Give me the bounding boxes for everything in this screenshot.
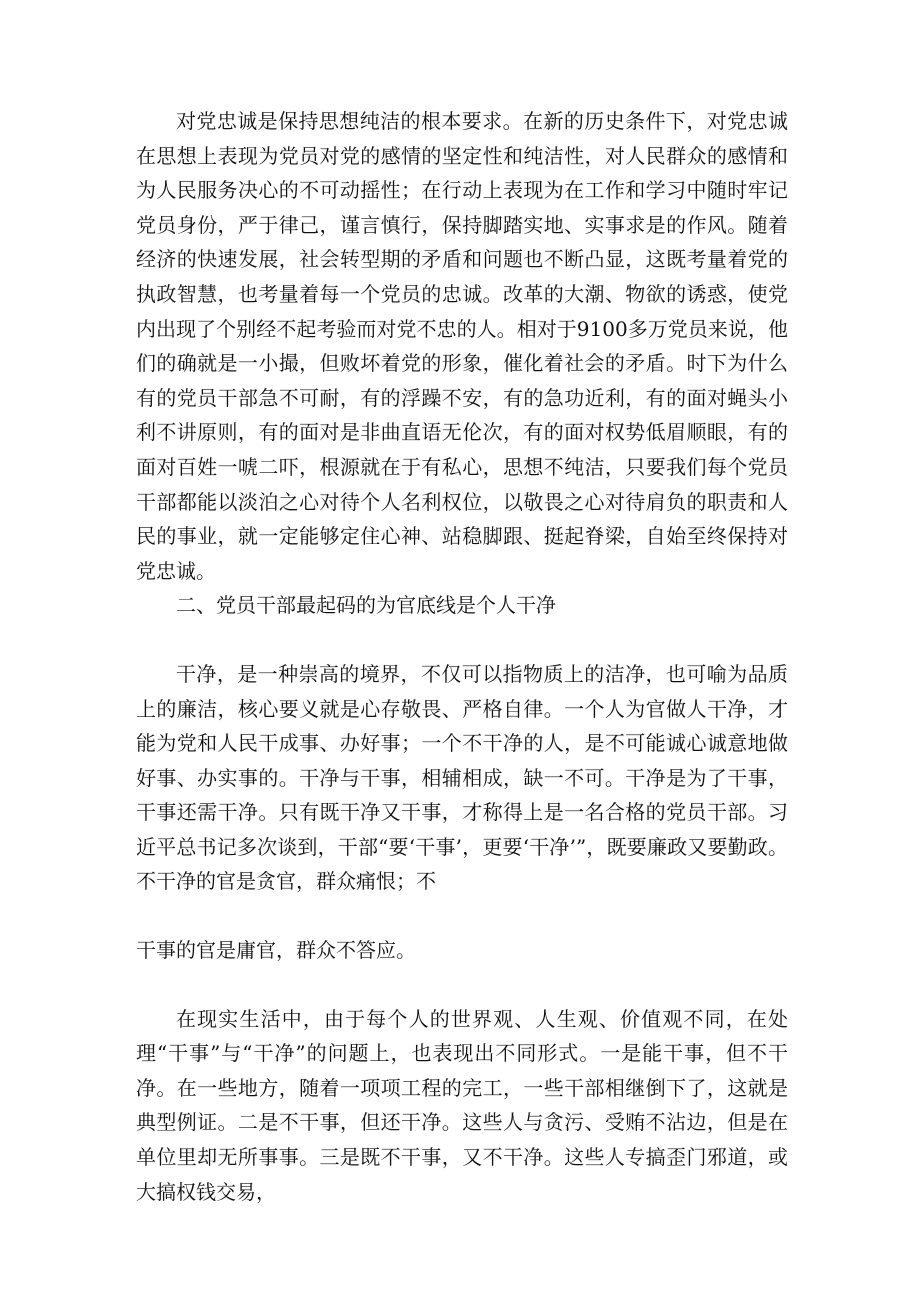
section-heading-2: 二、党员干部最起码的为官底线是个人干净 bbox=[176, 593, 556, 618]
paragraph-clean: 干净，是一种崇高的境界，不仅可以指物质上的洁净，也可喻为品质上的廉洁，核心要义就是心存敬畏、严格自律。一个人为官做人干净，才能为党和人民干成事、办好事；一个不干净的人，是不可能诚心诚意地做好事、办实事的。干净与干事，相辅相成，缺一不可。干净是为了干事，干事还需干净。只有既干净又干事，才称得上是一名合格的党员干部。习近平总书记多次谈到，干部“要‘干事’，更要‘干净’”，既要廉政又要勤政。不干净的官是贪官，群众痛恨；不 bbox=[136, 661, 788, 894]
paragraph-reality: 在现实生活中，由于每个人的世界观、人生观、价值观不同，在处理“干事”与“干净”的问题上，也表现出不同形式。一是能干事，但不干净。在一些地方，随着一项项工程的完工，一些干部相继倒下了，这就是典型例证。二是不干事，但还干净。这些人与贪污、受贿不沾边，但是在单位里却无所事事。三是既不干事，又不干净。这些人专搞歪门邪道，或大搞权钱交易， bbox=[136, 1006, 788, 1204]
document-body bbox=[136, 104, 788, 1209]
paragraph-loyalty: 对党忠诚是保持思想纯洁的根本要求。在新的历史条件下，对党忠诚在思想上表现为党员对党的感情的坚定性和纯洁性，对人民群众的感情和为人民服务决心的不可动摇性；在行动上表现为在工作和学习中随时牢记党员身份，严于律己，谨言慎行，保持脚踏实地、实事求是的作风。随着经济的快速发展，社会转型期的矛盾和问题也不断凸显，这既考量着党的执政智慧，也考量着每一个党员的忠诚。改革的大潮、物欲的诱惑，使党内出现了个别经不起考验而对党不忠的人。相对于9100多万党员来说，他们的确就是一小撮，但败坏着党的形象，催化着社会的矛盾。时下为什么有的党员干部急不可耐，有的浮躁不安，有的急功近利，有的面对蝇头小利不讲原则，有的面对是非曲直语无伦次，有的面对权势低眉顺眼，有的面对百姓一唬二吓，根源就在于有私心，思想不纯洁，只要我们每个党员干部都能以淡泊之心对待个人名利权位，以敬畏之心对待肩负的职责和人民的事业，就一定能够定住心神、站稳脚跟、挺起脊梁，自始至终保持对党忠诚。 bbox=[136, 109, 788, 583]
paragraph-continuation: 干事的官是庸官，群众不答应。 bbox=[136, 938, 416, 963]
